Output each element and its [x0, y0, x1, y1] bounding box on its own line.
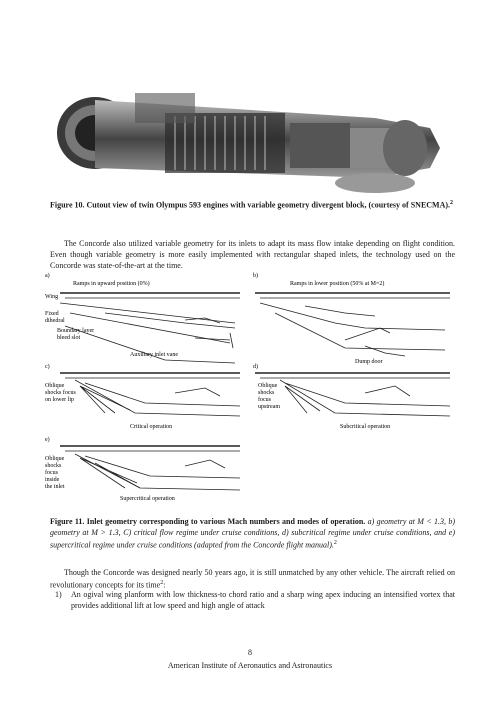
panel-a-ramps-label: Ramps in upward position (0%): [73, 281, 150, 287]
engine-cutaway-figure: [45, 88, 450, 196]
panel-a-vane-label: Auxiliary inlet vane: [130, 352, 178, 358]
panel-e-caption: Supercritical operation: [120, 496, 175, 502]
panel-d: [255, 373, 450, 416]
panel-a-boundary-label-1: Boundary layer: [57, 328, 95, 334]
panel-a-dihedral-label-1: Fixed: [45, 311, 59, 317]
panel-d-label-4: upstream: [258, 404, 280, 410]
figure10-caption: Figure 10. Cutout view of twin Olympus 593 engines with variable geometry divergent block, (courtesy of SNECMA).$^2$: [50, 200, 454, 210]
panel-e-letter: e): [45, 437, 50, 443]
panel-d-letter: d): [253, 364, 258, 370]
panel-d-label-1: Oblique: [258, 383, 278, 389]
panel-b-letter: b): [253, 273, 258, 279]
concepts-list: [55, 589, 455, 611]
panel-c: [60, 373, 240, 416]
page-footer: American Institute of Aeronautics and Astronautics: [167, 661, 333, 670]
panel-d-caption: Subcritical operation: [340, 424, 391, 430]
panel-a-dihedral-label-2: dihedral: [45, 318, 65, 324]
panel-a-letter: a): [45, 273, 50, 279]
panel-e: [60, 446, 240, 490]
panel-b-ramps-label: Ramps in lower position (50% at M=2): [290, 281, 385, 287]
panel-e-label-3: focus: [45, 470, 58, 476]
panel-a-boundary-label-2: bleed slot: [57, 335, 81, 341]
panel-c-label-2: shocks focus: [45, 390, 76, 396]
panel-b: [255, 293, 450, 356]
panel-e-label-5: the inlet: [45, 484, 65, 490]
panel-c-letter: c): [45, 364, 50, 370]
page-number: 8: [248, 648, 252, 657]
panel-d-label-3: focus: [258, 397, 271, 403]
list-item: 1) An ogival wing planform with low thickness-to chord ratio and a sharp wing apex inducing an intensified vortex that provides additional lift at low speed and high angle of attack: [55, 590, 455, 610]
panel-e-label-1: Oblique: [45, 456, 65, 462]
inlet-geometry-figure: [45, 268, 455, 513]
paragraph-concorde-concepts: Though the Concorde was designed nearly 50 years ago, it is still unmatched by any other vehicle. The aircraft relied on revolutionary concepts for its time$^2$:: [50, 568, 455, 590]
panel-e-label-2: shocks: [45, 463, 62, 469]
panel-d-label-2: shocks: [258, 390, 275, 396]
panel-c-label-1: Oblique: [45, 383, 65, 389]
panel-a-wing-label: Wing: [45, 294, 59, 300]
panel-c-caption: Critical operation: [130, 424, 173, 430]
panel-e-label-4: inside: [45, 477, 60, 483]
panel-c-label-3: on lower lip: [45, 397, 74, 403]
paragraph-inlets: The Concorde also utilized variable geometry for its inlets to adapt its mass flow intake depending on flight condition. Even though variable geometry is more easily implemented with rectangular shaped inlets, the technology used on the Concorde was state-of-the-art at the time.: [50, 239, 455, 270]
panel-b-dump-label: Dump door: [355, 359, 383, 365]
figure11-caption: Figure 11. Inlet geometry corresponding to various Mach numbers and modes of operation. a) geometry at M < 1.3, b) geometry at M > 1.3, C) critical flow regime under cruise conditions, d) subcritical regime under cruise conditions, and e) supercritical regime under cruise conditions (adapted from the Concorde flight manual).$^2$: [50, 517, 456, 550]
